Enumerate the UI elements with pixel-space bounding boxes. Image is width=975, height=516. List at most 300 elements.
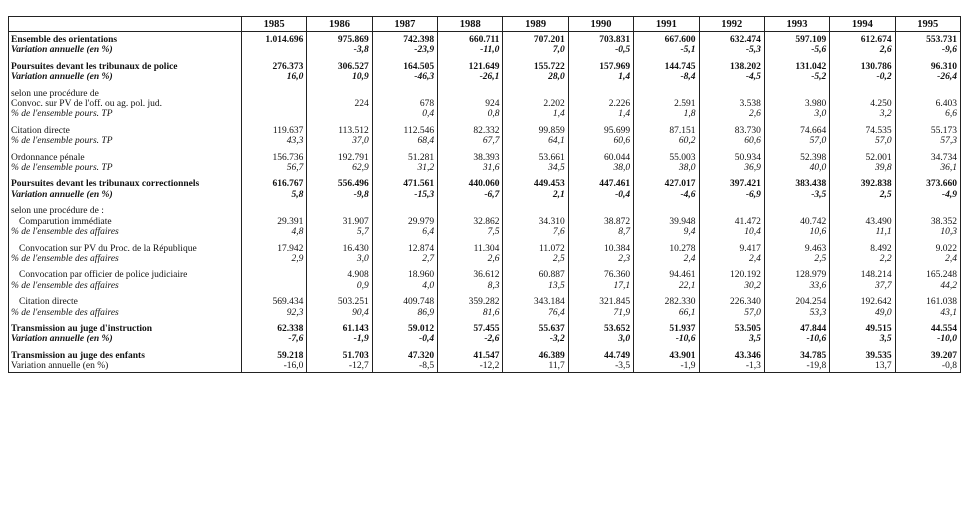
table-row — [9, 179, 961, 189]
row-label: % de l'ensemble des affaires — [9, 254, 242, 264]
table-row — [9, 227, 961, 237]
value-cell: -5,2 — [764, 72, 829, 82]
year-header: 1986 — [307, 17, 372, 32]
value-cell: 397.421 — [699, 179, 764, 189]
value-cell: 56,7 — [242, 163, 307, 173]
value-cell: 343.184 — [503, 297, 568, 307]
value-cell: 0,4 — [372, 109, 437, 119]
table-row — [9, 153, 961, 163]
value-cell: 66,1 — [634, 308, 699, 318]
table-row — [9, 190, 961, 200]
value-cell: 11.304 — [438, 244, 503, 254]
value-cell: 22,1 — [634, 281, 699, 291]
value-cell: 5,8 — [242, 190, 307, 200]
table-row — [9, 62, 961, 72]
value-cell: -1,3 — [699, 361, 764, 372]
value-cell: 128.979 — [764, 270, 829, 280]
value-cell: 119.637 — [242, 126, 307, 136]
value-cell — [438, 89, 503, 99]
table-row — [9, 89, 961, 99]
value-cell: 34.310 — [503, 217, 568, 227]
value-cell: 703.831 — [568, 32, 633, 46]
value-cell: 131.042 — [764, 62, 829, 72]
value-cell — [242, 281, 307, 291]
value-cell — [764, 89, 829, 99]
value-cell: 38.393 — [438, 153, 503, 163]
value-cell — [307, 109, 372, 119]
table-row — [9, 163, 961, 173]
row-label: Citation directe — [9, 297, 242, 307]
value-cell — [242, 89, 307, 99]
value-cell: 161.038 — [895, 297, 960, 307]
table-row — [9, 206, 961, 216]
value-cell: 2.202 — [503, 99, 568, 109]
value-cell: 37,0 — [307, 136, 372, 146]
value-cell: 632.474 — [699, 32, 764, 46]
value-cell: 9.022 — [895, 244, 960, 254]
value-cell: 3,0 — [764, 109, 829, 119]
value-cell: 68,4 — [372, 136, 437, 146]
value-cell — [568, 89, 633, 99]
value-cell: 67,7 — [438, 136, 503, 146]
value-cell: 31,2 — [372, 163, 437, 173]
value-cell: 82.332 — [438, 126, 503, 136]
row-label: Variation annuelle (en %) — [9, 45, 242, 55]
statistics-table-container — [8, 16, 960, 373]
value-cell — [307, 206, 372, 216]
value-cell: -10,6 — [634, 334, 699, 344]
value-cell: -8,4 — [634, 72, 699, 82]
value-cell: -7,6 — [242, 334, 307, 344]
value-cell: 16,0 — [242, 72, 307, 82]
value-cell: -10,6 — [764, 334, 829, 344]
value-cell: 43.346 — [699, 351, 764, 361]
value-cell: 3,2 — [830, 109, 895, 119]
value-cell: 51.937 — [634, 324, 699, 334]
value-cell: 57,0 — [764, 136, 829, 146]
value-cell: 2,5 — [764, 254, 829, 264]
value-cell — [503, 89, 568, 99]
row-label: Transmission au juge des enfants — [9, 351, 242, 361]
value-cell: 121.649 — [438, 62, 503, 72]
value-cell: 373.660 — [895, 179, 960, 189]
value-cell: 39.948 — [634, 217, 699, 227]
value-cell — [503, 206, 568, 216]
row-label: Citation directe — [9, 126, 242, 136]
value-cell: 156.736 — [242, 153, 307, 163]
value-cell: 10.384 — [568, 244, 633, 254]
value-cell: 4,8 — [242, 227, 307, 237]
value-cell: 4.908 — [307, 270, 372, 280]
value-cell: -6,9 — [699, 190, 764, 200]
value-cell: 2,4 — [634, 254, 699, 264]
value-cell — [699, 89, 764, 99]
value-cell: 3,0 — [307, 254, 372, 264]
table-row — [9, 32, 961, 46]
value-cell: -16,0 — [242, 361, 307, 372]
value-cell: 29.979 — [372, 217, 437, 227]
value-cell: 44.554 — [895, 324, 960, 334]
value-cell: 616.767 — [242, 179, 307, 189]
value-cell: -0,8 — [895, 361, 960, 372]
row-label: Poursuites devant les tribunaux correctionnels — [9, 179, 242, 189]
value-cell: 31,6 — [438, 163, 503, 173]
value-cell: 53.505 — [699, 324, 764, 334]
value-cell: 38.352 — [895, 217, 960, 227]
row-label: % de l'ensemble des affaires — [9, 281, 242, 291]
value-cell: 9,4 — [634, 227, 699, 237]
value-cell: 96.310 — [895, 62, 960, 72]
table-row — [9, 308, 961, 318]
table-row — [9, 72, 961, 82]
year-header: 1992 — [699, 17, 764, 32]
value-cell: 192.642 — [830, 297, 895, 307]
value-cell: -15,3 — [372, 190, 437, 200]
value-cell — [634, 206, 699, 216]
value-cell: 7,0 — [503, 45, 568, 55]
value-cell: 18.960 — [372, 270, 437, 280]
table-row — [9, 45, 961, 55]
value-cell: 11,1 — [830, 227, 895, 237]
value-cell: 57.455 — [438, 324, 503, 334]
value-cell: 8,7 — [568, 227, 633, 237]
value-cell: 60.887 — [503, 270, 568, 280]
value-cell: 62.338 — [242, 324, 307, 334]
value-cell: 52.001 — [830, 153, 895, 163]
value-cell — [242, 99, 307, 109]
value-cell: 28,0 — [503, 72, 568, 82]
value-cell — [830, 206, 895, 216]
value-cell: 34.785 — [764, 351, 829, 361]
value-cell: -4,6 — [634, 190, 699, 200]
value-cell: 164.505 — [372, 62, 437, 72]
value-cell: 503.251 — [307, 297, 372, 307]
value-cell: 282.330 — [634, 297, 699, 307]
value-cell: 29.391 — [242, 217, 307, 227]
value-cell: 1,4 — [568, 72, 633, 82]
value-cell: 120.192 — [699, 270, 764, 280]
value-cell: 53,3 — [764, 308, 829, 318]
value-cell: 12.874 — [372, 244, 437, 254]
value-cell — [895, 206, 960, 216]
table-body — [9, 32, 961, 373]
row-label: % de l'ensemble pours. TP — [9, 163, 242, 173]
value-cell: 2,9 — [242, 254, 307, 264]
value-cell: 449.453 — [503, 179, 568, 189]
value-cell: 2,3 — [568, 254, 633, 264]
value-cell: 8,3 — [438, 281, 503, 291]
value-cell: 40,0 — [764, 163, 829, 173]
value-cell: 83.730 — [699, 126, 764, 136]
value-cell: 3.980 — [764, 99, 829, 109]
value-cell: 41.472 — [699, 217, 764, 227]
table-row — [9, 361, 961, 372]
value-cell: 64,1 — [503, 136, 568, 146]
value-cell: 60.044 — [568, 153, 633, 163]
value-cell — [568, 206, 633, 216]
value-cell: 2.226 — [568, 99, 633, 109]
table-row — [9, 99, 961, 109]
value-cell: 47.844 — [764, 324, 829, 334]
value-cell: 4,0 — [372, 281, 437, 291]
value-cell: 51.703 — [307, 351, 372, 361]
value-cell: -26,4 — [895, 72, 960, 82]
value-cell: 226.340 — [699, 297, 764, 307]
value-cell: 60,2 — [634, 136, 699, 146]
value-cell: 16.430 — [307, 244, 372, 254]
value-cell: 36,1 — [895, 163, 960, 173]
value-cell: 60,6 — [568, 136, 633, 146]
value-cell — [372, 89, 437, 99]
value-cell: 36,9 — [699, 163, 764, 173]
value-cell — [372, 206, 437, 216]
table-row — [9, 297, 961, 307]
table-row — [9, 270, 961, 280]
year-header: 1993 — [764, 17, 829, 32]
value-cell: 36.612 — [438, 270, 503, 280]
value-cell: 440.060 — [438, 179, 503, 189]
value-cell: 39.207 — [895, 351, 960, 361]
value-cell: -2,6 — [438, 334, 503, 344]
year-header: 1988 — [438, 17, 503, 32]
value-cell: -3,5 — [764, 190, 829, 200]
value-cell: 553.731 — [895, 32, 960, 46]
value-cell: 6,4 — [372, 227, 437, 237]
value-cell: 86,9 — [372, 308, 437, 318]
value-cell: 39.535 — [830, 351, 895, 361]
value-cell: 447.461 — [568, 179, 633, 189]
value-cell: 44,2 — [895, 281, 960, 291]
value-cell: 38,0 — [634, 163, 699, 173]
value-cell: 13,7 — [830, 361, 895, 372]
value-cell: 2.591 — [634, 99, 699, 109]
value-cell: -23,9 — [372, 45, 437, 55]
value-cell: 81,6 — [438, 308, 503, 318]
value-cell: -5,6 — [764, 45, 829, 55]
row-label: % de l'ensemble des affaires — [9, 308, 242, 318]
value-cell: 0,8 — [438, 109, 503, 119]
value-cell: 43,3 — [242, 136, 307, 146]
value-cell: 148.214 — [830, 270, 895, 280]
table-row — [9, 334, 961, 344]
row-label: % de l'ensemble pours. TP — [9, 109, 242, 119]
value-cell: 62,9 — [307, 163, 372, 173]
value-cell: -26,1 — [438, 72, 503, 82]
value-cell: 74.535 — [830, 126, 895, 136]
value-cell: -10,0 — [895, 334, 960, 344]
row-label: Variation annuelle (en %) — [9, 334, 242, 344]
value-cell: 224 — [307, 99, 372, 109]
value-cell: -1,9 — [307, 334, 372, 344]
value-cell: 10,6 — [764, 227, 829, 237]
value-cell: 13,5 — [503, 281, 568, 291]
value-cell: 47.320 — [372, 351, 437, 361]
year-header: 1989 — [503, 17, 568, 32]
value-cell: -0,5 — [568, 45, 633, 55]
value-cell: 612.674 — [830, 32, 895, 46]
value-cell: 9.463 — [764, 244, 829, 254]
value-cell: 192.791 — [307, 153, 372, 163]
value-cell — [895, 89, 960, 99]
value-cell: 57,0 — [830, 136, 895, 146]
value-cell: 33,6 — [764, 281, 829, 291]
value-cell: 51.281 — [372, 153, 437, 163]
value-cell: 975.869 — [307, 32, 372, 46]
value-cell: 59.012 — [372, 324, 437, 334]
value-cell: 0,9 — [307, 281, 372, 291]
value-cell: 10,9 — [307, 72, 372, 82]
value-cell: 30,2 — [699, 281, 764, 291]
value-cell: 71,9 — [568, 308, 633, 318]
value-cell: -4,9 — [895, 190, 960, 200]
value-cell: 2,1 — [503, 190, 568, 200]
value-cell: 55.637 — [503, 324, 568, 334]
value-cell: 7,5 — [438, 227, 503, 237]
value-cell: 1.014.696 — [242, 32, 307, 46]
value-cell: 11,7 — [503, 361, 568, 372]
value-cell: 2,4 — [699, 254, 764, 264]
value-cell: 34.734 — [895, 153, 960, 163]
value-cell: 471.561 — [372, 179, 437, 189]
value-cell — [634, 89, 699, 99]
value-cell: 276.373 — [242, 62, 307, 72]
value-cell: -12,2 — [438, 361, 503, 372]
value-cell: 38,0 — [568, 163, 633, 173]
value-cell: 59.218 — [242, 351, 307, 361]
value-cell: 2,6 — [699, 109, 764, 119]
value-cell: 37,7 — [830, 281, 895, 291]
value-cell: -9,6 — [895, 45, 960, 55]
year-header: 1985 — [242, 17, 307, 32]
value-cell: -9,8 — [307, 190, 372, 200]
year-header: 1995 — [895, 17, 960, 32]
value-cell: -5,1 — [634, 45, 699, 55]
table-row — [9, 244, 961, 254]
value-cell: 43.490 — [830, 217, 895, 227]
value-cell: 165.248 — [895, 270, 960, 280]
value-cell: 138.202 — [699, 62, 764, 72]
row-label: Poursuites devant les tribunaux de police — [9, 62, 242, 72]
value-cell: 43.901 — [634, 351, 699, 361]
value-cell: 6,6 — [895, 109, 960, 119]
value-cell: -0,2 — [830, 72, 895, 82]
value-cell: 2,2 — [830, 254, 895, 264]
row-label: Variation annuelle (en %) — [9, 361, 242, 372]
value-cell: 427.017 — [634, 179, 699, 189]
value-cell: 5,7 — [307, 227, 372, 237]
value-cell: -5,3 — [699, 45, 764, 55]
value-cell: -1,9 — [634, 361, 699, 372]
row-label: Ensemble des orientations — [9, 32, 242, 46]
row-label: Transmission au juge d'instruction — [9, 324, 242, 334]
value-cell: 157.969 — [568, 62, 633, 72]
value-cell: 49,0 — [830, 308, 895, 318]
value-cell: 3,5 — [830, 334, 895, 344]
value-cell: 39,8 — [830, 163, 895, 173]
value-cell: -0,4 — [568, 190, 633, 200]
value-cell: 409.748 — [372, 297, 437, 307]
value-cell: 90,4 — [307, 308, 372, 318]
value-cell: -12,7 — [307, 361, 372, 372]
value-cell: 1,4 — [503, 109, 568, 119]
value-cell: 597.109 — [764, 32, 829, 46]
value-cell: -3,5 — [568, 361, 633, 372]
value-cell — [307, 89, 372, 99]
year-header-row — [9, 17, 961, 32]
value-cell: 1,8 — [634, 109, 699, 119]
row-label: Convoc. sur PV de l'off. ou ag. pol. jud. — [9, 99, 242, 109]
row-label: % de l'ensemble pours. TP — [9, 136, 242, 146]
value-cell: 3.538 — [699, 99, 764, 109]
value-cell: 74.664 — [764, 126, 829, 136]
value-cell: -11,0 — [438, 45, 503, 55]
value-cell: 31.907 — [307, 217, 372, 227]
value-cell: 155.722 — [503, 62, 568, 72]
table-row — [9, 281, 961, 291]
value-cell — [764, 206, 829, 216]
value-cell: -6,7 — [438, 190, 503, 200]
value-cell: 41.547 — [438, 351, 503, 361]
value-cell: 113.512 — [307, 126, 372, 136]
value-cell: 61.143 — [307, 324, 372, 334]
value-cell: 95.699 — [568, 126, 633, 136]
value-cell: 3,0 — [568, 334, 633, 344]
value-cell: 1,4 — [568, 109, 633, 119]
value-cell — [438, 206, 503, 216]
value-cell — [242, 270, 307, 280]
value-cell: 76.360 — [568, 270, 633, 280]
value-cell: 76,4 — [503, 308, 568, 318]
value-cell: 40.742 — [764, 217, 829, 227]
year-header: 1990 — [568, 17, 633, 32]
value-cell: 144.745 — [634, 62, 699, 72]
row-label: % de l'ensemble des affaires — [9, 227, 242, 237]
value-cell — [699, 206, 764, 216]
table-row — [9, 351, 961, 361]
value-cell: 383.438 — [764, 179, 829, 189]
value-cell: 52.398 — [764, 153, 829, 163]
value-cell: 17,1 — [568, 281, 633, 291]
value-cell: 10,3 — [895, 227, 960, 237]
value-cell: -3,2 — [503, 334, 568, 344]
value-cell: 3,5 — [699, 334, 764, 344]
value-cell: 2,5 — [830, 190, 895, 200]
value-cell: 742.398 — [372, 32, 437, 46]
value-cell: 392.838 — [830, 179, 895, 189]
value-cell: 57,3 — [895, 136, 960, 146]
value-cell: 49.515 — [830, 324, 895, 334]
value-cell: 2,6 — [438, 254, 503, 264]
value-cell: 53.652 — [568, 324, 633, 334]
value-cell: 43,1 — [895, 308, 960, 318]
value-cell: 99.859 — [503, 126, 568, 136]
value-cell: 130.786 — [830, 62, 895, 72]
row-label: Convocation par officier de police judiciaire — [9, 270, 242, 280]
value-cell: 11.072 — [503, 244, 568, 254]
value-cell — [242, 206, 307, 216]
row-label: Ordonnance pénale — [9, 153, 242, 163]
value-cell: 359.282 — [438, 297, 503, 307]
value-cell: 660.711 — [438, 32, 503, 46]
value-cell: 55.173 — [895, 126, 960, 136]
value-cell: 57,0 — [699, 308, 764, 318]
row-label: Variation annuelle (en %) — [9, 190, 242, 200]
value-cell: 17.942 — [242, 244, 307, 254]
value-cell: 2,6 — [830, 45, 895, 55]
row-label: Convocation sur PV du Proc. de la République — [9, 244, 242, 254]
value-cell: 204.254 — [764, 297, 829, 307]
value-cell: -46,3 — [372, 72, 437, 82]
